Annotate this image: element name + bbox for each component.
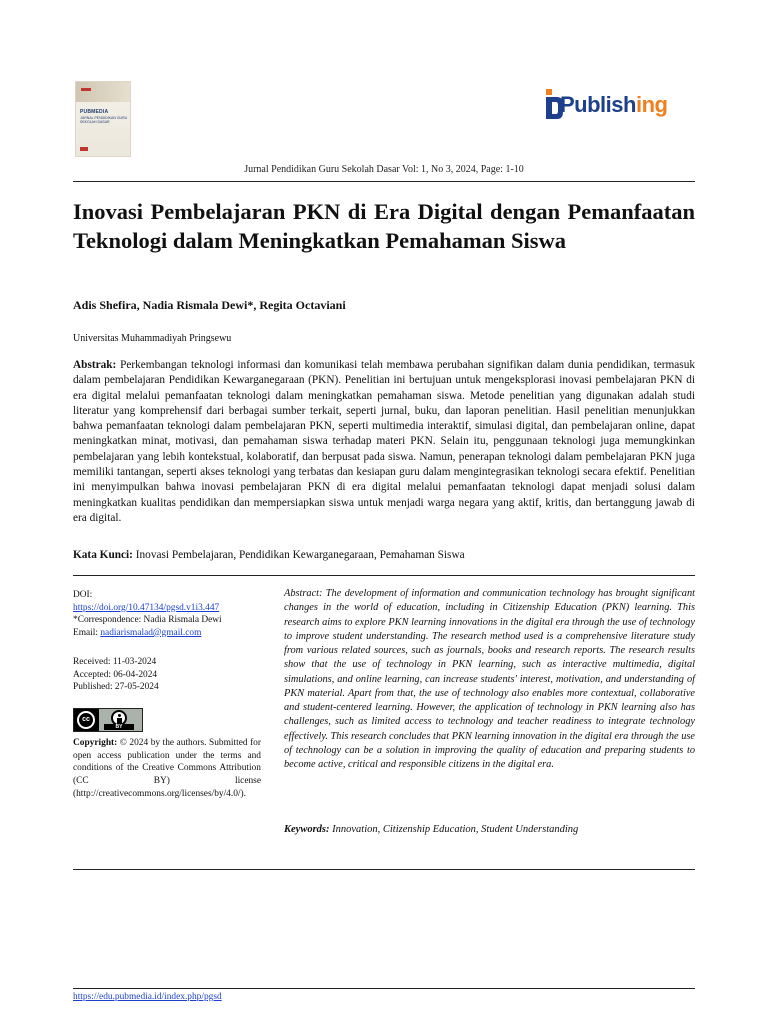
article-title: Inovasi Pembelajaran PKN di Era Digital dengan Pemanfaatan Teknologi dalam Meningkatkan Pemahaman Siswa: [73, 199, 695, 253]
cover-band: [76, 82, 131, 102]
abstrak-text: Perkembangan teknologi informasi dan komunikasi telah membawa perubahan signifikan dalam dunia pendidikan, termasuk dalam pembelajaran Pendidikan Kewarganegaraan (PKN). Penelitian ini bertujuan untuk mengeksplorasi inovasi pembelajaran PKN di era digital melalui pemanfaatan teknologi dalam meningkatkan pemahaman siswa. Metode penelitian yang digunakan adalah studi literatur yang komprehensif dari berbagai sumber terkait, seperti jurnal, buku, dan laporan penelitian. Hasil penelitian menunjukkan bahwa pemanfaatan teknologi dalam pembelajaran PKN, seperti multimedia interaktif, simulasi digital, dan pembelajaran online, dapat meningkatkan minat, motivasi, dan pemahaman siswa terhadap materi PKN. Selain itu, penggunaan teknologi juga memungkinkan pembelajaran yang lebih kontekstual, kolaboratif, dan berpusat pada siswa. Namun, penerapan teknologi dalam pembelajaran PKN juga memiliki tantangan, seperti akses teknologi yang terbatas dan kesiapan guru dalam mengintegrasikan teknologi secara efektif. Penelitian ini menyimpulkan bahwa inovasi pembelajaran PKN di era digital melalui pemanfaatan teknologi dapat menjadi solusi dalam meningkatkan kualitas pendidikan dan mempersiapkan siswa untuk menjadi warga negara yang aktif, kritis, dan bertanggung jawab di era digital.: [73, 359, 695, 524]
kata-kunci: [73, 549, 465, 561]
doi-block: [73, 589, 263, 639]
doi-link[interactable]: https://doi.org/10.47134/pgsd.v1i3.447: [73, 602, 220, 613]
doi-label: DOI:: [73, 590, 93, 600]
abstrak-indonesian: [73, 358, 695, 526]
keywords-text: Innovation, Citizenship Education, Student Understanding: [332, 824, 579, 835]
copyright-text: © 2024 by the authors. Submitted for open access publication under the terms and conditions of the Creative Commons Attribution (CC BY) license (http://creativecommons.org/licenses/by/4.0/).: [73, 738, 261, 799]
by-icon-head: [118, 714, 121, 717]
email-label: Email:: [73, 627, 98, 638]
cover-title: PUBMEDIA: [80, 109, 109, 115]
keywords-english: [284, 824, 578, 835]
cc-icon: cc: [77, 711, 95, 729]
cover-mark: [80, 147, 88, 151]
correspondence: *Correspondence: Nadia Rismala Dewi: [73, 615, 222, 626]
abstract-divider: [73, 575, 695, 576]
received-date: Received: 11-03-2024: [73, 657, 157, 667]
cover-accent: [81, 88, 91, 91]
footer-journal-link[interactable]: https://edu.pubmedia.id/index.php/pgsd: [73, 992, 222, 1002]
abstract-text: The development of information and communication technology has brought significant changes in the world of education, including in Citizenship Education (PKN) learning. This research aims to explore PKN learning innovations in the digital era through the use of technology to improve student understanding. The research method used is a comprehensive literature study from various related sources, such as journals, books and research reports. The research results show that the use of technology in PKN learning, such as interactive multimedia, digital simulations, and online learning, can increase students' interest, motivation, and understanding of PKN material. Apart from that, the use of technology also enables more contextual, collaborative and student-centered learning. However, the application of technology in PKN learning also has challenges, such as limited access to technology and teacher readiness to integrate technology effectively. This research concludes that PKN learning innovation in the digital era through the use of technology can be a solution in improving the quality of education and preparing students to become active, critical and responsible citizens in the digital era.: [284, 588, 695, 770]
cover-subtitle: JURNAL PENDIDIKAN GURU SEKOLAH DASAR: [80, 116, 128, 125]
publishing-logo-text: [560, 92, 667, 118]
footer-divider: [73, 988, 695, 989]
abstract-end-divider: [73, 869, 695, 870]
kata-kunci-text: Inovasi Pembelajaran, Pendidikan Kewarganegaraan, Pemahaman Siswa: [135, 549, 465, 561]
article-authors: Adis Shefira, Nadia Rismala Dewi*, Regita Octaviani: [73, 298, 346, 312]
keywords-label: Keywords:: [284, 824, 330, 835]
kata-kunci-label: Kata Kunci:: [73, 549, 133, 561]
published-date: Published: 27-05-2024: [73, 682, 159, 693]
abstrak-label: Abstrak:: [73, 359, 117, 371]
copyright-label: Copyright:: [73, 738, 118, 748]
dates-block: [73, 656, 263, 694]
copyright-notice: [73, 737, 261, 801]
logo-text-part1: Publish: [560, 92, 636, 117]
email-link[interactable]: nadiarismalad@gmail.com: [100, 627, 202, 638]
author-affiliation: Universitas Muhammadiyah Pringsewu: [73, 333, 232, 344]
cc-by-label: BY: [104, 724, 134, 730]
abstract-english: [284, 587, 695, 772]
journal-citation-line: Jurnal Pendidikan Guru Sekolah Dasar Vol: 1, No 3, 2024, Page: 1-10: [244, 164, 524, 175]
header-divider: [73, 181, 695, 182]
accepted-date: Accepted: 06-04-2024: [73, 669, 158, 680]
abstract-label: Abstract:: [284, 588, 323, 599]
cc-by-license-badge[interactable]: [73, 708, 143, 732]
publishing-logo: [544, 86, 694, 126]
journal-cover-thumbnail: [75, 81, 131, 157]
logo-text-part2: ing: [635, 92, 668, 117]
